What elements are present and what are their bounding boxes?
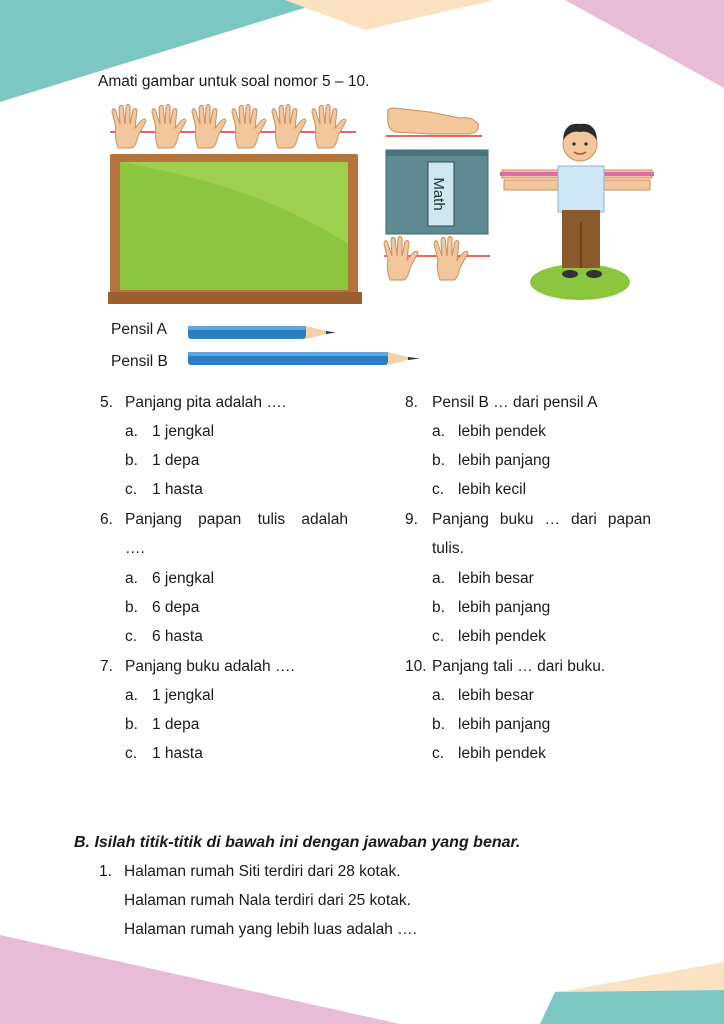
question-text: Pensil B … dari pensil A	[432, 394, 598, 411]
option-letter: b.	[432, 452, 445, 469]
section-b-line: Halaman rumah Siti terdiri dari 28 kotak.	[124, 863, 401, 880]
question-text	[432, 511, 651, 529]
arm-cubit-icon	[386, 108, 482, 136]
option-text: 1 hasta	[152, 745, 203, 762]
option-text: lebih pendek	[458, 423, 546, 440]
hand-span-icon	[112, 105, 146, 149]
question-text	[125, 511, 348, 529]
question-number: 6.	[100, 511, 113, 528]
word: dari	[571, 511, 597, 528]
question-number: 7.	[100, 658, 113, 675]
option-text: lebih panjang	[458, 452, 551, 469]
option-letter: c.	[125, 481, 138, 498]
option-text: lebih panjang	[458, 716, 551, 733]
option-text: 1 hasta	[152, 481, 203, 498]
option-text: 6 hasta	[152, 628, 203, 645]
option-letter: c.	[432, 628, 445, 645]
question-text: Panjang tali … dari buku.	[432, 658, 606, 675]
option-letter: c.	[432, 745, 445, 762]
pencil-a-label: Pensil A	[111, 321, 168, 338]
word: buku	[499, 511, 534, 528]
option-letter: c.	[125, 745, 138, 762]
word: papan	[198, 511, 242, 528]
option-letter: c.	[432, 481, 445, 498]
boy-arm-span	[500, 124, 654, 300]
option-letter: a.	[125, 570, 138, 587]
option-text: lebih kecil	[458, 481, 527, 498]
option-letter: b.	[432, 716, 445, 733]
pencil-b-label: Pensil B	[111, 353, 168, 370]
option-letter: b.	[125, 599, 138, 616]
pencil-a	[186, 323, 342, 343]
option-text: 1 jengkal	[152, 423, 215, 440]
question-text: Panjang pita adalah ….	[125, 394, 287, 411]
decor-peach-bottom-right	[560, 962, 724, 992]
word: Panjang	[125, 511, 182, 528]
hand-span-row	[110, 105, 356, 149]
question-text-continued: tulis.	[432, 540, 464, 557]
question-text-continued: ….	[125, 540, 145, 557]
option-text: lebih besar	[458, 570, 534, 587]
section-b-title: B. Isilah titik-titik di bawah ini dengan jawaban yang benar.	[74, 834, 521, 851]
option-letter: a.	[432, 423, 445, 440]
math-book	[386, 150, 488, 234]
option-text: lebih pendek	[458, 628, 546, 645]
word: adalah	[301, 511, 348, 528]
option-letter: b.	[125, 716, 138, 733]
option-letter: c.	[125, 628, 138, 645]
word: tulis	[257, 511, 286, 528]
option-text: 1 depa	[152, 716, 200, 733]
measurement-illustration	[100, 96, 660, 386]
book-title: Math	[430, 177, 447, 211]
option-letter: b.	[432, 599, 445, 616]
option-text: lebih pendek	[458, 745, 546, 762]
section-b-line: Halaman rumah Nala terdiri dari 25 kotak.	[124, 892, 411, 909]
word: …	[544, 511, 561, 528]
question-number: 8.	[405, 394, 418, 411]
option-text: 6 depa	[152, 599, 200, 616]
decor-peach-top	[285, 0, 495, 30]
question-number: 5.	[100, 394, 113, 411]
option-text: lebih panjang	[458, 599, 551, 616]
hand-span-pair	[384, 237, 490, 281]
instruction-text: Amati gambar untuk soal nomor 5 – 10.	[98, 73, 370, 90]
section-b-line: Halaman rumah yang lebih luas adalah ….	[124, 921, 417, 938]
option-text: lebih besar	[458, 687, 534, 704]
question-number: 1.	[99, 863, 112, 880]
word: Panjang	[432, 511, 489, 528]
word: papan	[607, 511, 651, 528]
option-text: 1 depa	[152, 452, 200, 469]
option-text: 6 jengkal	[152, 570, 215, 587]
decor-pink-top-right	[565, 0, 724, 88]
option-letter: b.	[125, 452, 138, 469]
question-text: Panjang buku adalah ….	[125, 658, 295, 675]
question-number: 9.	[405, 511, 418, 528]
pencil-b	[186, 349, 426, 369]
option-letter: a.	[432, 570, 445, 587]
blackboard	[108, 154, 362, 304]
option-letter: a.	[125, 423, 138, 440]
option-letter: a.	[432, 687, 445, 704]
question-number: 10.	[405, 658, 427, 675]
option-letter: a.	[125, 687, 138, 704]
decor-pink-bottom-left	[0, 935, 400, 1024]
option-text: 1 jengkal	[152, 687, 215, 704]
